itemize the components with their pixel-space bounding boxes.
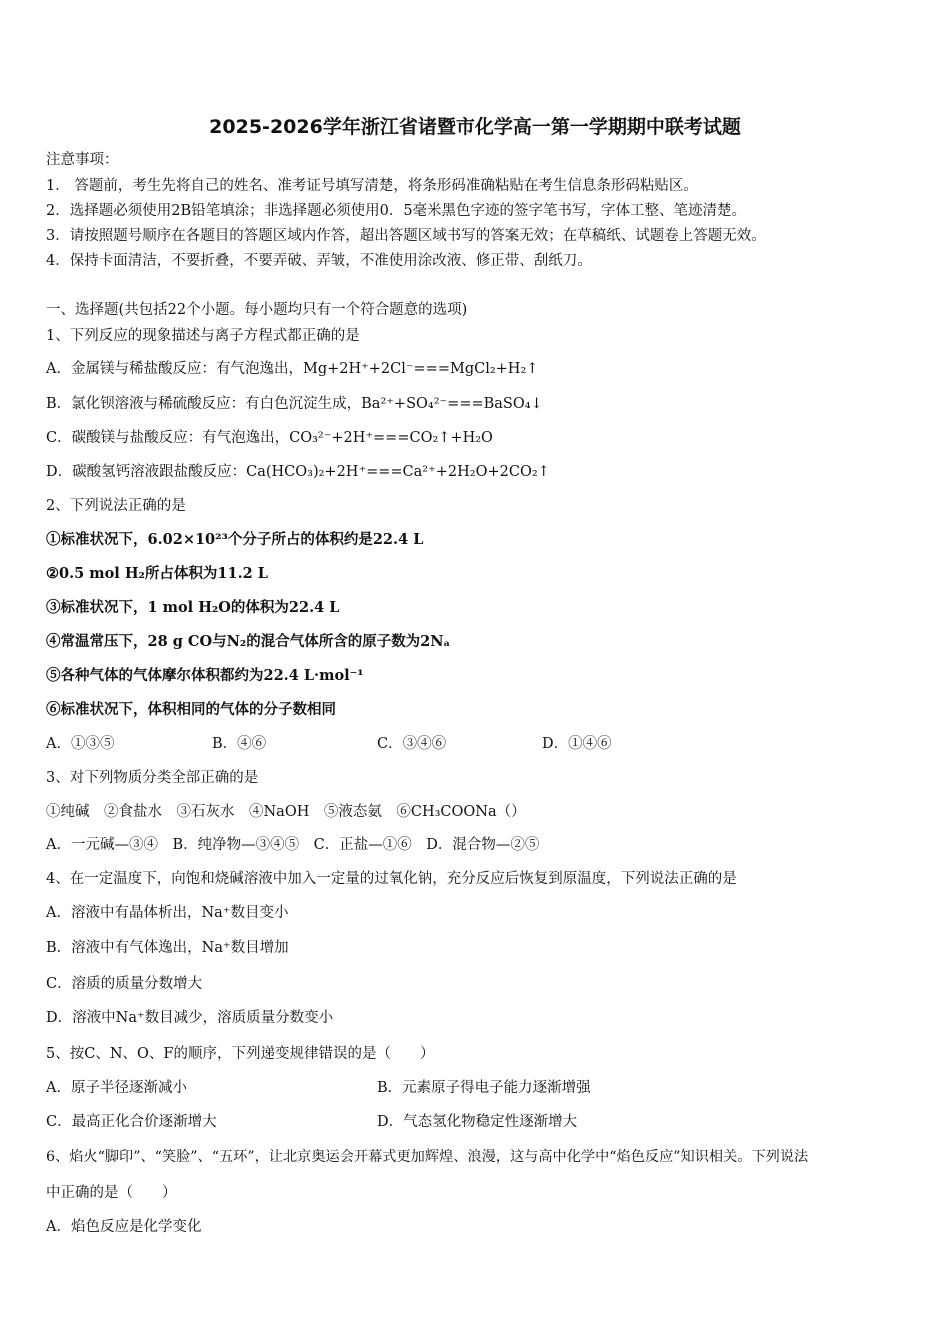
q4-option-c: C．溶质的质量分数增大 [46,976,203,992]
notice-item: 2．选择题必须使用2B铅笔填涂；非选择题必须使用0．5毫米黑色字迹的签字笔书写，字体工整、笔迹清楚。 [46,203,747,219]
q5-option-a: A．原子半径逐渐减小 [46,1080,187,1096]
q6-stem-line1: 6、焰火“脚印”、“笑脸”、“五环”，让北京奥运会开幕式更加辉煌、浪漫，这与高中化学中“焰色反应”知识相关。下列说法 [46,1149,809,1165]
q2-stem: 2、下列说法正确的是 [46,498,186,514]
q4-option-d: D．溶液中Na⁺数目减少，溶质质量分数变小 [46,1010,334,1026]
notice-item: 4．保持卡面清洁，不要折叠，不要弄破、弄皱，不准使用涂改液、修正带、刮纸刀。 [46,253,592,269]
q3-stem: 3、对下列物质分类全部正确的是 [46,770,259,786]
notice-heading: 注意事项： [46,152,119,168]
q1-option-a: A．金属镁与稀盐酸反应：有气泡逸出，Mg+2H⁺+2Cl⁻===MgCl₂+H₂↑ [46,361,539,377]
page-title: 2025-2026学年浙江省诸暨市化学高一第一学期期中联考试题 [209,116,741,138]
notice-item: 1． 答题前，考生先将自己的姓名、准考证号填写清楚，将条形码准确粘贴在考生信息条形码粘贴区。 [46,178,698,194]
q4-stem: 4、在一定温度下，向饱和烧碱溶液中加入一定量的过氧化钠，充分反应后恢复到原温度，下列说法正确的是 [46,871,737,887]
q5-option-b: B．元素原子得电子能力逐渐增强 [377,1080,591,1096]
q4-option-a: A．溶液中有晶体析出，Na⁺数目变小 [46,905,289,921]
q1-option-d: D．碳酸氢钙溶液跟盐酸反应：Ca(HCO₃)₂+2H⁺===Ca²⁺+2H₂O+2CO₂↑ [46,464,550,480]
q5-option-c: C．最高正化合价逐渐增大 [46,1114,217,1130]
q6-stem-line2: 中正确的是（ ） [46,1185,177,1201]
q4-option-b: B．溶液中有气体逸出，Na⁺数目增加 [46,940,289,956]
q1-stem: 1、下列反应的现象描述与离子方程式都正确的是 [46,328,360,344]
q6-option-a: A．焰色反应是化学变化 [46,1219,202,1235]
q2-statement-2: ②0.5 mol H₂所占体积为11.2 L [46,565,268,582]
notice-item: 3．请按照题号顺序在各题目的答题区域内作答，超出答题区域书写的答案无效；在草稿纸、试题卷上答题无效。 [46,228,766,244]
q5-option-d: D．气态氢化物稳定性逐渐增大 [377,1114,578,1130]
q2-statement-1: ①标准状况下，6.02×10²³个分子所占的体积约是22.4 L [46,531,424,548]
q2-statement-6: ⑥标准状况下，体积相同的气体的分子数相同 [46,701,336,718]
q2-option-a: A．①③⑤ [46,736,115,752]
q5-stem: 5、按C、N、O、F的顺序，下列递变规律错误的是（ ） [46,1046,435,1062]
q2-option-d: D．①④⑥ [542,736,612,752]
q3-options: A．一元碱—③④ B．纯净物—③④⑤ C．正盐—①⑥ D．混合物—②⑤ [46,837,540,853]
q3-items: ①纯碱 ②食盐水 ③石灰水 ④NaOH ⑤液态氨 ⑥CH₃COONa（） [46,804,526,820]
q1-option-c: C．碳酸镁与盐酸反应：有气泡逸出，CO₃²⁻+2H⁺===CO₂↑+H₂O [46,430,493,446]
q2-statement-5: ⑤各种气体的气体摩尔体积都约为22.4 L·mol⁻¹ [46,667,364,684]
q2-option-c: C．③④⑥ [377,736,447,752]
q2-statement-4: ④常温常压下，28 g CO与N₂的混合气体所含的原子数为2Nₐ [46,633,451,650]
q2-option-b: B．④⑥ [212,736,267,752]
q2-statement-3: ③标准状况下，1 mol H₂O的体积为22.4 L [46,599,340,616]
q1-option-b: B．氯化钡溶液与稀硫酸反应：有白色沉淀生成，Ba²⁺+SO₄²⁻===BaSO₄↓ [46,396,543,412]
section-heading: 一、选择题(共包括22个小题。每小题均只有一个符合题意的选项) [46,302,468,318]
